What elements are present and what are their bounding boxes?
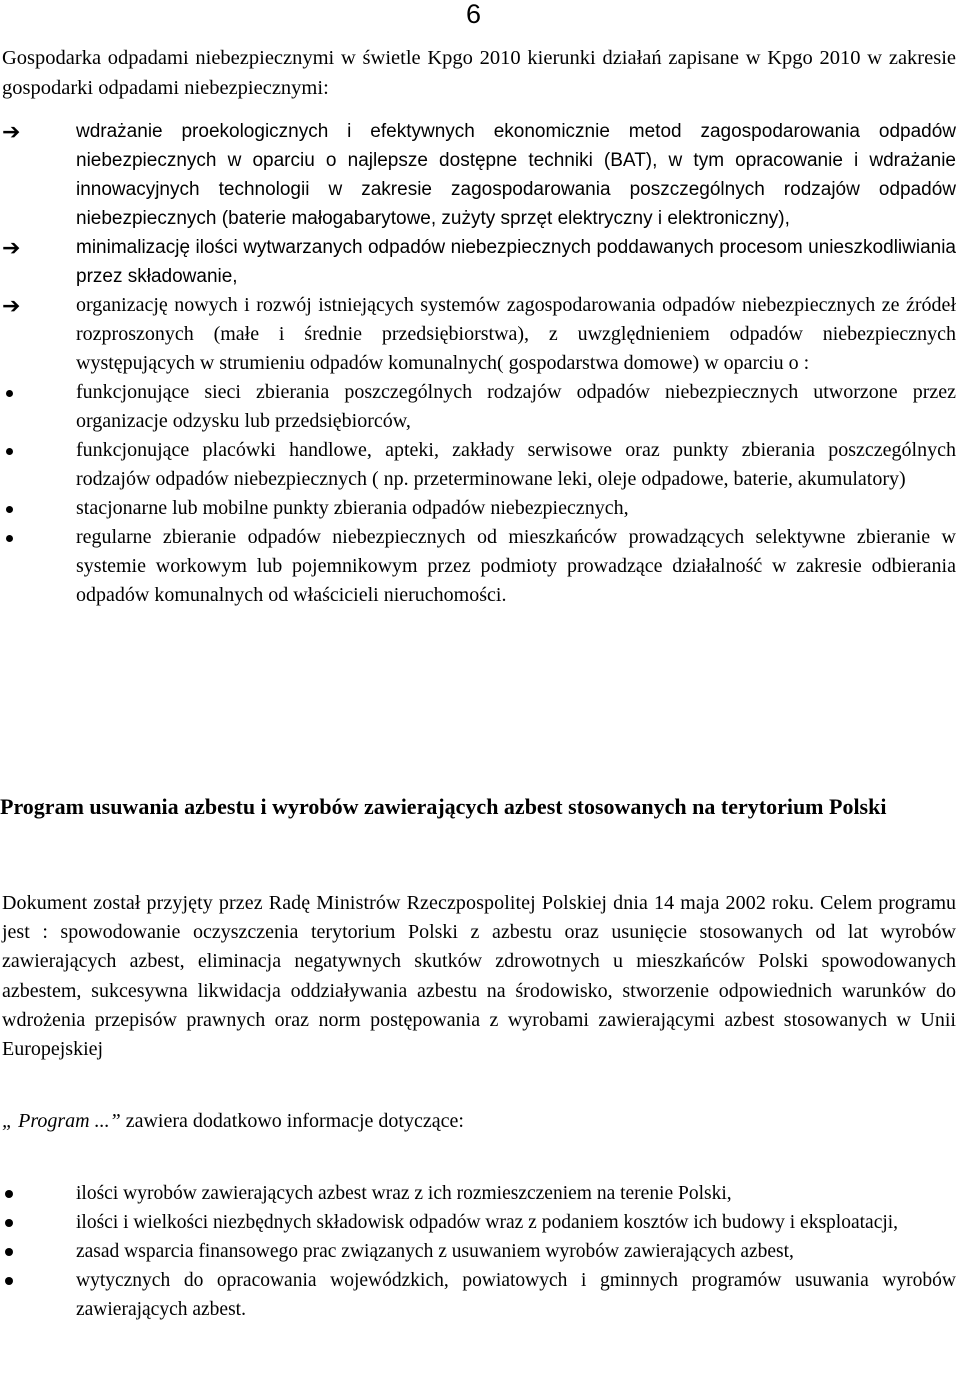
bullet-dot-icon — [5, 1277, 13, 1285]
document-paragraph — [2, 889, 956, 1064]
list-item — [0, 233, 960, 291]
bullet-dot-icon — [5, 1219, 13, 1227]
program-note — [2, 1107, 464, 1136]
list-item-text: wytycznych do opracowania wojewódzkich, powiatowych i gminnych programów usuwania wyrobów zawierających azbest. — [76, 1270, 956, 1320]
program-info-list — [0, 1179, 960, 1324]
list-item-text: stacjonarne lub mobilne punkty zbierania odpadów niebezpiecznych, — [76, 497, 629, 519]
list-item — [0, 378, 960, 436]
list-item — [0, 436, 960, 494]
arrow-right-icon: ➔ — [2, 235, 21, 260]
list-item — [0, 1237, 960, 1266]
list-item — [0, 117, 960, 233]
list-item-text: zasad wsparcia finansowego prac związanych z usuwaniem wyrobów zawierających azbest, — [76, 1241, 794, 1262]
list-item-text: minimalizację ilości wytwarzanych odpadów niebezpiecznych poddawanych procesom unieszkodliwiania przez składowanie, — [76, 237, 956, 287]
list-item — [0, 1208, 960, 1237]
list-item-text: regularne zbieranie odpadów niebezpiecznych od mieszkańców prowadzących selektywne zbieranie w systemie workowym lub pojemnikowym przez podmioty prowadzące działalność w zakresie odbierania odpadów komunalnych od właścicieli nieruchomości. — [76, 526, 956, 606]
adoption-sentence: Dokument został przyjęty przez Radę Ministrów Rzeczpospolitej Polskiej dnia 14 maja 2002 roku. — [2, 892, 815, 914]
program-goal-text: Celem programu jest : spowodowanie oczyszczenia terytorium Polski z azbestu oraz usunięcie stosowanych od lat wyrobów zawierających azbest, eliminacja negatywnych skutków zdrowotnych u mieszkańców Polski spowodowanych azbestem, sukcesywna likwidacja oddziaływania azbestu na środowisko, stworzenie odpowiednich warunków do wdrożenia przepisów prawnych oraz norm postępowania z wyrobami zawierającymi azbest stosowanych w Unii Europejskiej — [2, 892, 957, 1061]
bullet-dot-icon — [6, 390, 13, 397]
arrow-right-icon: ➔ — [2, 119, 21, 144]
list-item — [0, 291, 960, 378]
list-item — [0, 1266, 960, 1324]
list-item-text: funkcjonujące sieci zbierania poszczególnych rodzajów odpadów niebezpiecznych utworzone przez organizacje odzysku lub przedsiębiorców, — [76, 381, 956, 432]
measures-list — [0, 117, 960, 610]
list-item-text: ilości i wielkości niezbędnych składowisk odpadów wraz z podaniem kosztów ich budowy i eksploatacji, — [76, 1212, 899, 1233]
list-item-text: organizację nowych i rozwój istniejących systemów zagospodarowania odpadów niebezpiecznych ze źródeł rozproszonych (małe i średnie przedsiębiorstwa), z uwzględnieniem odpadów niebezpiecznych występujących w strumieniu odpadów komunalnych( gospodarstwa domowe) w oparciu o : — [76, 294, 956, 374]
list-item — [0, 1179, 960, 1208]
list-item-text: wdrażanie proekologicznych i efektywnych ekonomicznie metod zagospodarowania odpadów niebezpiecznych w oparciu o najlepsze dostępne techniki (BAT), w tym opracowanie i wdrażanie innowacyjnych technologii w zakresie zagospodarowania poszczególnych rodzajów odpadów niebezpiecznych (baterie małogabarytowe, zużyty sprzęt elektryczny i elektroniczny), — [76, 121, 956, 229]
section-heading: Program usuwania azbestu i wyrobów zawierających azbest stosowanych na terytorium Polski — [0, 794, 887, 819]
bullet-dot-icon — [5, 1190, 13, 1198]
program-note-text: zawiera dodatkowo informacje dotyczące: — [120, 1110, 464, 1132]
arrow-right-icon: ➔ — [2, 293, 21, 318]
list-item — [0, 494, 960, 523]
bullet-dot-icon — [6, 448, 13, 455]
bullet-dot-icon — [5, 1248, 13, 1256]
page-number: 6 — [466, 0, 482, 29]
program-title-italic: „ Program ...” — [2, 1110, 121, 1132]
bullet-dot-icon — [6, 506, 13, 513]
list-item — [0, 523, 960, 610]
list-item-text: funkcjonujące placówki handlowe, apteki, zakłady serwisowe oraz punkty zbierania poszczególnych rodzajów odpadów niebezpiecznych ( np. przeterminowane leki, oleje odpadowe, baterie, akumulatory) — [76, 439, 956, 490]
list-item-text: ilości wyrobów zawierających azbest wraz z ich rozmieszczeniem na terenie Polski, — [76, 1183, 732, 1204]
bullet-dot-icon — [6, 535, 13, 542]
intro-paragraph: Gospodarka odpadami niebezpiecznymi w świetle Kpgo 2010 kierunki działań zapisane w Kpgo 2010 w zakresie gospodarki odpadami niebezpiecznymi: — [2, 47, 956, 99]
